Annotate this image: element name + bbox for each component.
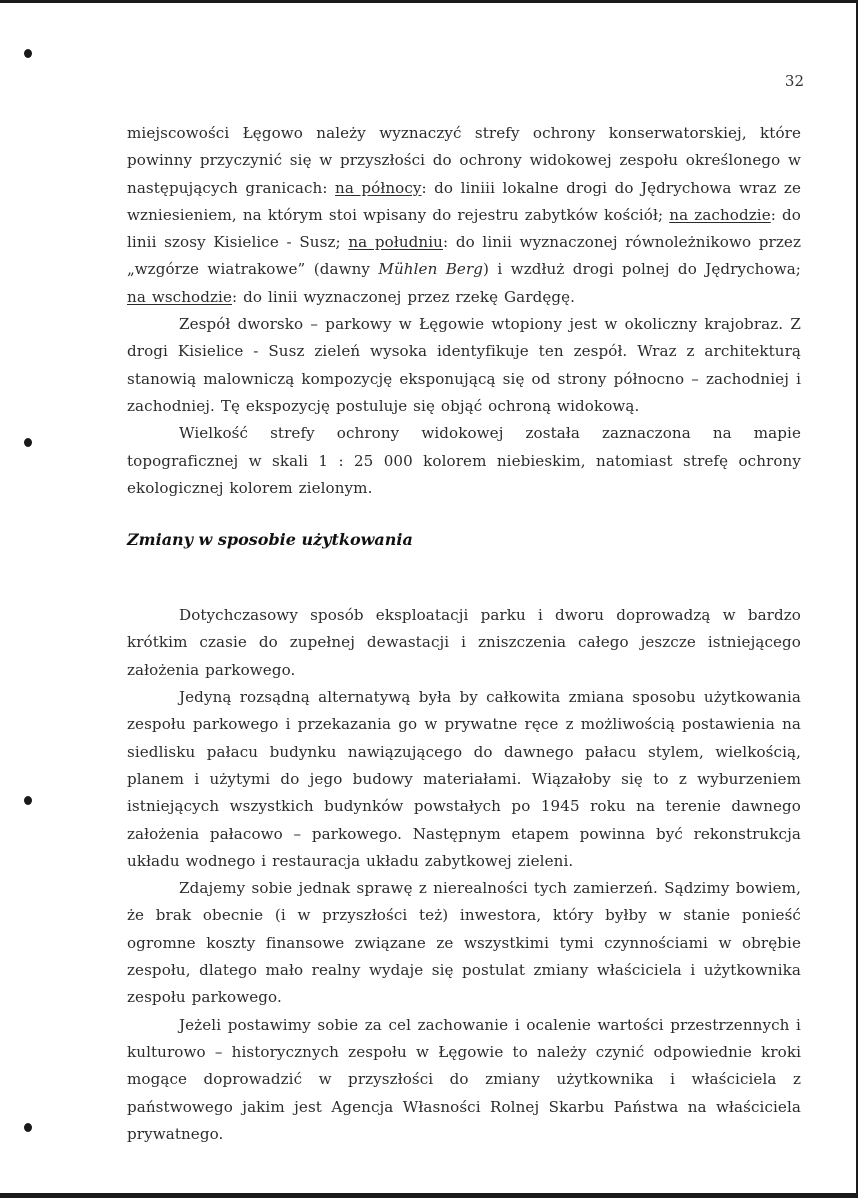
page-number: 32 xyxy=(784,72,804,90)
italic-place-name: Mühlen Berg xyxy=(378,260,484,279)
punch-hole-mark xyxy=(24,438,32,447)
punch-hole-mark xyxy=(24,49,32,58)
text-run: miejscowości Łęgowo należy wyznaczyć strefy ochrony konserwatorskiej, które powinny przyczynić się w przyszłości do ochrony widokowej zespołu określonego w następujących granicach: xyxy=(127,124,801,197)
paragraph-protection-zones xyxy=(127,120,801,311)
text-run: ) i wzdłuż drogi polnej do Jędrychowa; xyxy=(483,260,801,279)
punch-hole-mark xyxy=(24,1123,32,1132)
underlined-south: na południu xyxy=(348,233,443,252)
paragraph-exploitation: Dotychczasowy sposób eksploatacji parku i dworu doprowadzą w bardzo krótkim czasie do zupełnej dewastacji i zniszczenia całego jeszcze istniejącego założenia parkowego. xyxy=(127,606,801,679)
paragraph-landscape: Zespół dworsko – parkowy w Łęgowie wtopiony jest w okoliczny krajobraz. Z drogi Kisielice - Susz zieleń wysoka identyfikuje ten zespół. Wraz z architekturą stanowią malowniczą kompozycję eksponującą się od strony północno – zachodniej i zachodniej. Tę ekspozycję postuluje się objąć ochroną widokową. xyxy=(127,315,801,415)
text-run: : do linii szosy Kisielice - Susz; xyxy=(127,205,801,252)
paragraph-goal: Jeżeli postawimy sobie za cel zachowanie i ocalenie wartości przestrzennych i kulturowo – historycznych zespołu w Łęgowie to należy czynić odpowiednie kroki mogące doprowadzić w przyszłości do zmiany użytkownika i właściciela z państwowego jakim jest Agencja Własności Rolnej Skarbu Państwa na właściciela prywatnego. xyxy=(127,1015,801,1143)
text-run: : do linii wyznaczonej równoleżnikowo przez „wzgórze wiatrakowe” (dawny xyxy=(127,233,802,279)
underlined-west: na zachodzie xyxy=(669,205,771,224)
section-heading: Zmiany w sposobie użytkowania xyxy=(127,530,413,550)
underlined-east: na wschodzie xyxy=(127,287,233,306)
paragraph-zone-map: Wielkość strefy ochrony widokowej została zaznaczona na mapie topograficznej w skali 1 : 25 000 kolorem niebieskim, natomiast strefę ochrony ekologicznej kolorem zielonym. xyxy=(127,424,801,497)
text-run: : do liniii lokalne drogi do Jędrychowa wraz ze wzniesieniem, na którym stoi wpisany do rejestru zabytków kościół; xyxy=(127,178,801,224)
paragraph-unrealistic: Zdajemy sobie jednak sprawę z nierealności tych zamierzeń. Sądzimy bowiem, że brak obecnie (i w przyszłości też) inwestora, który byłby w stanie ponieść ogromne koszty finansowe związane ze wszystkimi tymi czynnościami w obrębie zespołu, dlatego mało realny wydaje się postulat zmiany właściciela i użytkownika zespołu parkowego. xyxy=(127,879,801,1007)
document-body xyxy=(127,120,801,1148)
paragraph-alternative: Jedyną rozsądną alternatywą była by całkowita zmiana sposobu użytkowania zespołu parkowego i przekazania go w prywatne ręce z możliwością postawienia na siedlisku pałacu budynku nawiązującego do dawnego pałacu stylem, wielkością, planem i użytymi do jego budowy materiałami. Wiązałoby się to z wyburzeniem istniejących wszystkich budynków powstałych po 1945 roku na terenie dawnego założenia pałacowo – parkowego. Następnym etapem powinna być rekonstrukcja układu wodnego i restauracja układu zabytkowej zieleni. xyxy=(127,688,801,870)
scan-top-edge xyxy=(0,0,858,3)
underlined-north: na północy xyxy=(335,178,422,197)
punch-hole-mark xyxy=(24,796,32,805)
scan-bottom-edge xyxy=(0,1193,858,1198)
text-run: : do linii wyznaczonej przez rzekę Gardęgę. xyxy=(232,287,576,306)
